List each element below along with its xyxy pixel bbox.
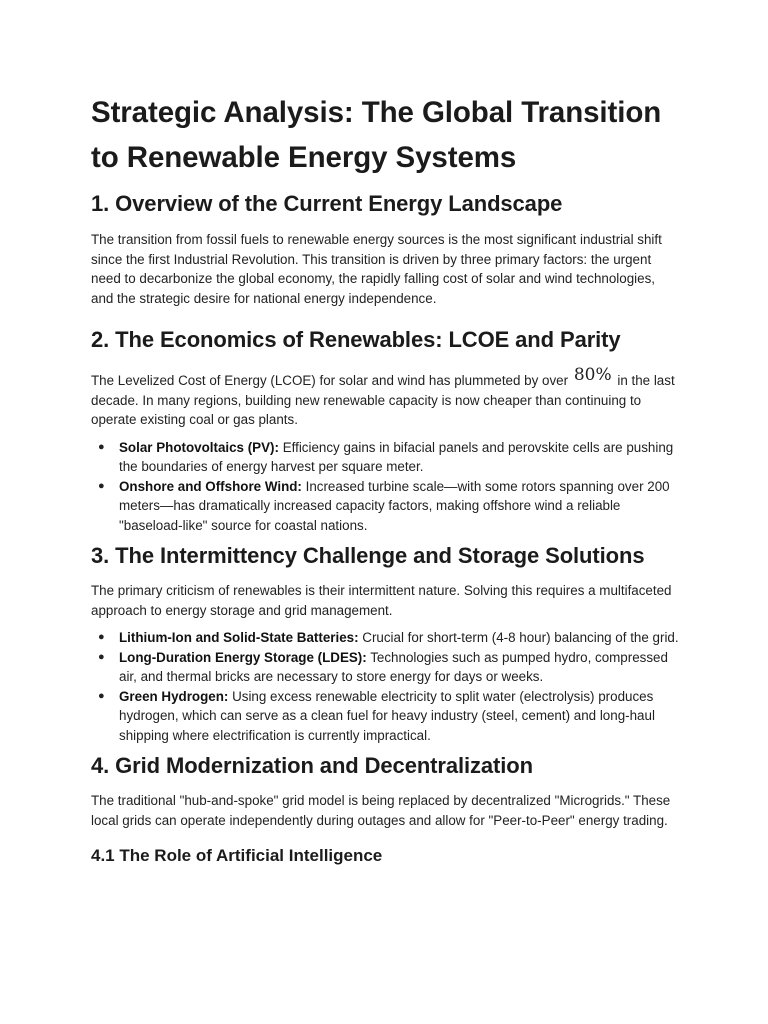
list-item-text: Increased turbine scale—with some rotors spanning over 200 meters—has dramatically increased capacity factors, making offshore wind a reliable "baseload-like" source for coastal nations.: [119, 478, 670, 533]
section-paragraph-grid: The traditional "hub-and-spoke" grid model is being replaced by decentralized "Microgrids." These local grids can operate independently during outages and allow for "Peer-to-Peer" energy trading.: [91, 793, 671, 828]
section-heading-economics: 2. The Economics of Renewables: LCOE and Parity: [91, 327, 621, 352]
list-item-term: Onshore and Offshore Wind:: [119, 478, 302, 494]
document-page: [91, 90, 681, 868]
section-paragraph-economics: [91, 365, 681, 430]
section-heading-intermittency: 3. The Intermittency Challenge and Storage Solutions: [91, 543, 645, 568]
bullet-icon: ●: [98, 440, 105, 453]
list-item-term: Lithium-Ion and Solid-State Batteries:: [119, 630, 359, 645]
math-percentage: 80%: [573, 365, 612, 385]
list-item: [91, 628, 681, 648]
list-item: [91, 438, 681, 477]
paragraph-text-before-math: The Levelized Cost of Energy (LCOE) for solar and wind has plummeted by over: [91, 373, 569, 388]
bullet-icon: ●: [98, 631, 105, 643]
bullet-list-storage: [91, 628, 681, 745]
section-paragraph-overview: The transition from fossil fuels to renewable energy sources is the most significant industrial shift since the first Industrial Revolution. This transition is driven by three primary factors: the urgent need to decarbonize the global economy, the rapidly falling cost of solar and wind technologies, and the strategic desire for national energy independence.: [91, 232, 662, 306]
section-heading-grid: 4. Grid Modernization and Decentralization: [91, 753, 533, 778]
bullet-icon: ●: [98, 689, 105, 702]
section-paragraph-intermittency: The primary criticism of renewables is their intermittent nature. Solving this requires a multifaceted approach to energy storage and grid management.: [91, 583, 672, 618]
bullet-icon: ●: [98, 479, 105, 492]
list-item-text: Using excess renewable electricity to split water (electrolysis) produces hydrogen, which can serve as a clean fuel for heavy industry (steel, cement) and long-haul shipping where electrification is currently impractical.: [119, 688, 655, 743]
paragraph-text-after-math: in the last decade. In many regions, building new renewable capacity is now cheaper than continuing to operate existing coal or gas plants.: [91, 373, 675, 427]
bullet-list-economics: [91, 438, 681, 536]
subsection-heading-ai: 4.1 The Role of Artificial Intelligence: [91, 846, 383, 865]
list-item: [91, 477, 681, 536]
list-item-text: Efficiency gains in bifacial panels and perovskite cells are pushing the boundaries of energy harvest per square meter.: [119, 439, 674, 474]
bullet-icon: ●: [98, 650, 105, 663]
list-item-text: Technologies such as pumped hydro, compressed air, and thermal bricks are necessary to store energy for days or weeks.: [119, 649, 668, 684]
section-heading-overview: 1. Overview of the Current Energy Landscape: [91, 191, 563, 216]
list-item-term: Solar Photovoltaics (PV):: [119, 439, 279, 455]
list-item-text: Crucial for short-term (4-8 hour) balancing of the grid.: [358, 630, 679, 645]
list-item-term: Green Hydrogen:: [119, 688, 229, 704]
list-item: [91, 687, 681, 746]
document-title: Strategic Analysis: The Global Transition to Renewable Energy Systems: [91, 96, 662, 174]
list-item-term: Long-Duration Energy Storage (LDES):: [119, 649, 367, 665]
list-item: [91, 648, 681, 687]
